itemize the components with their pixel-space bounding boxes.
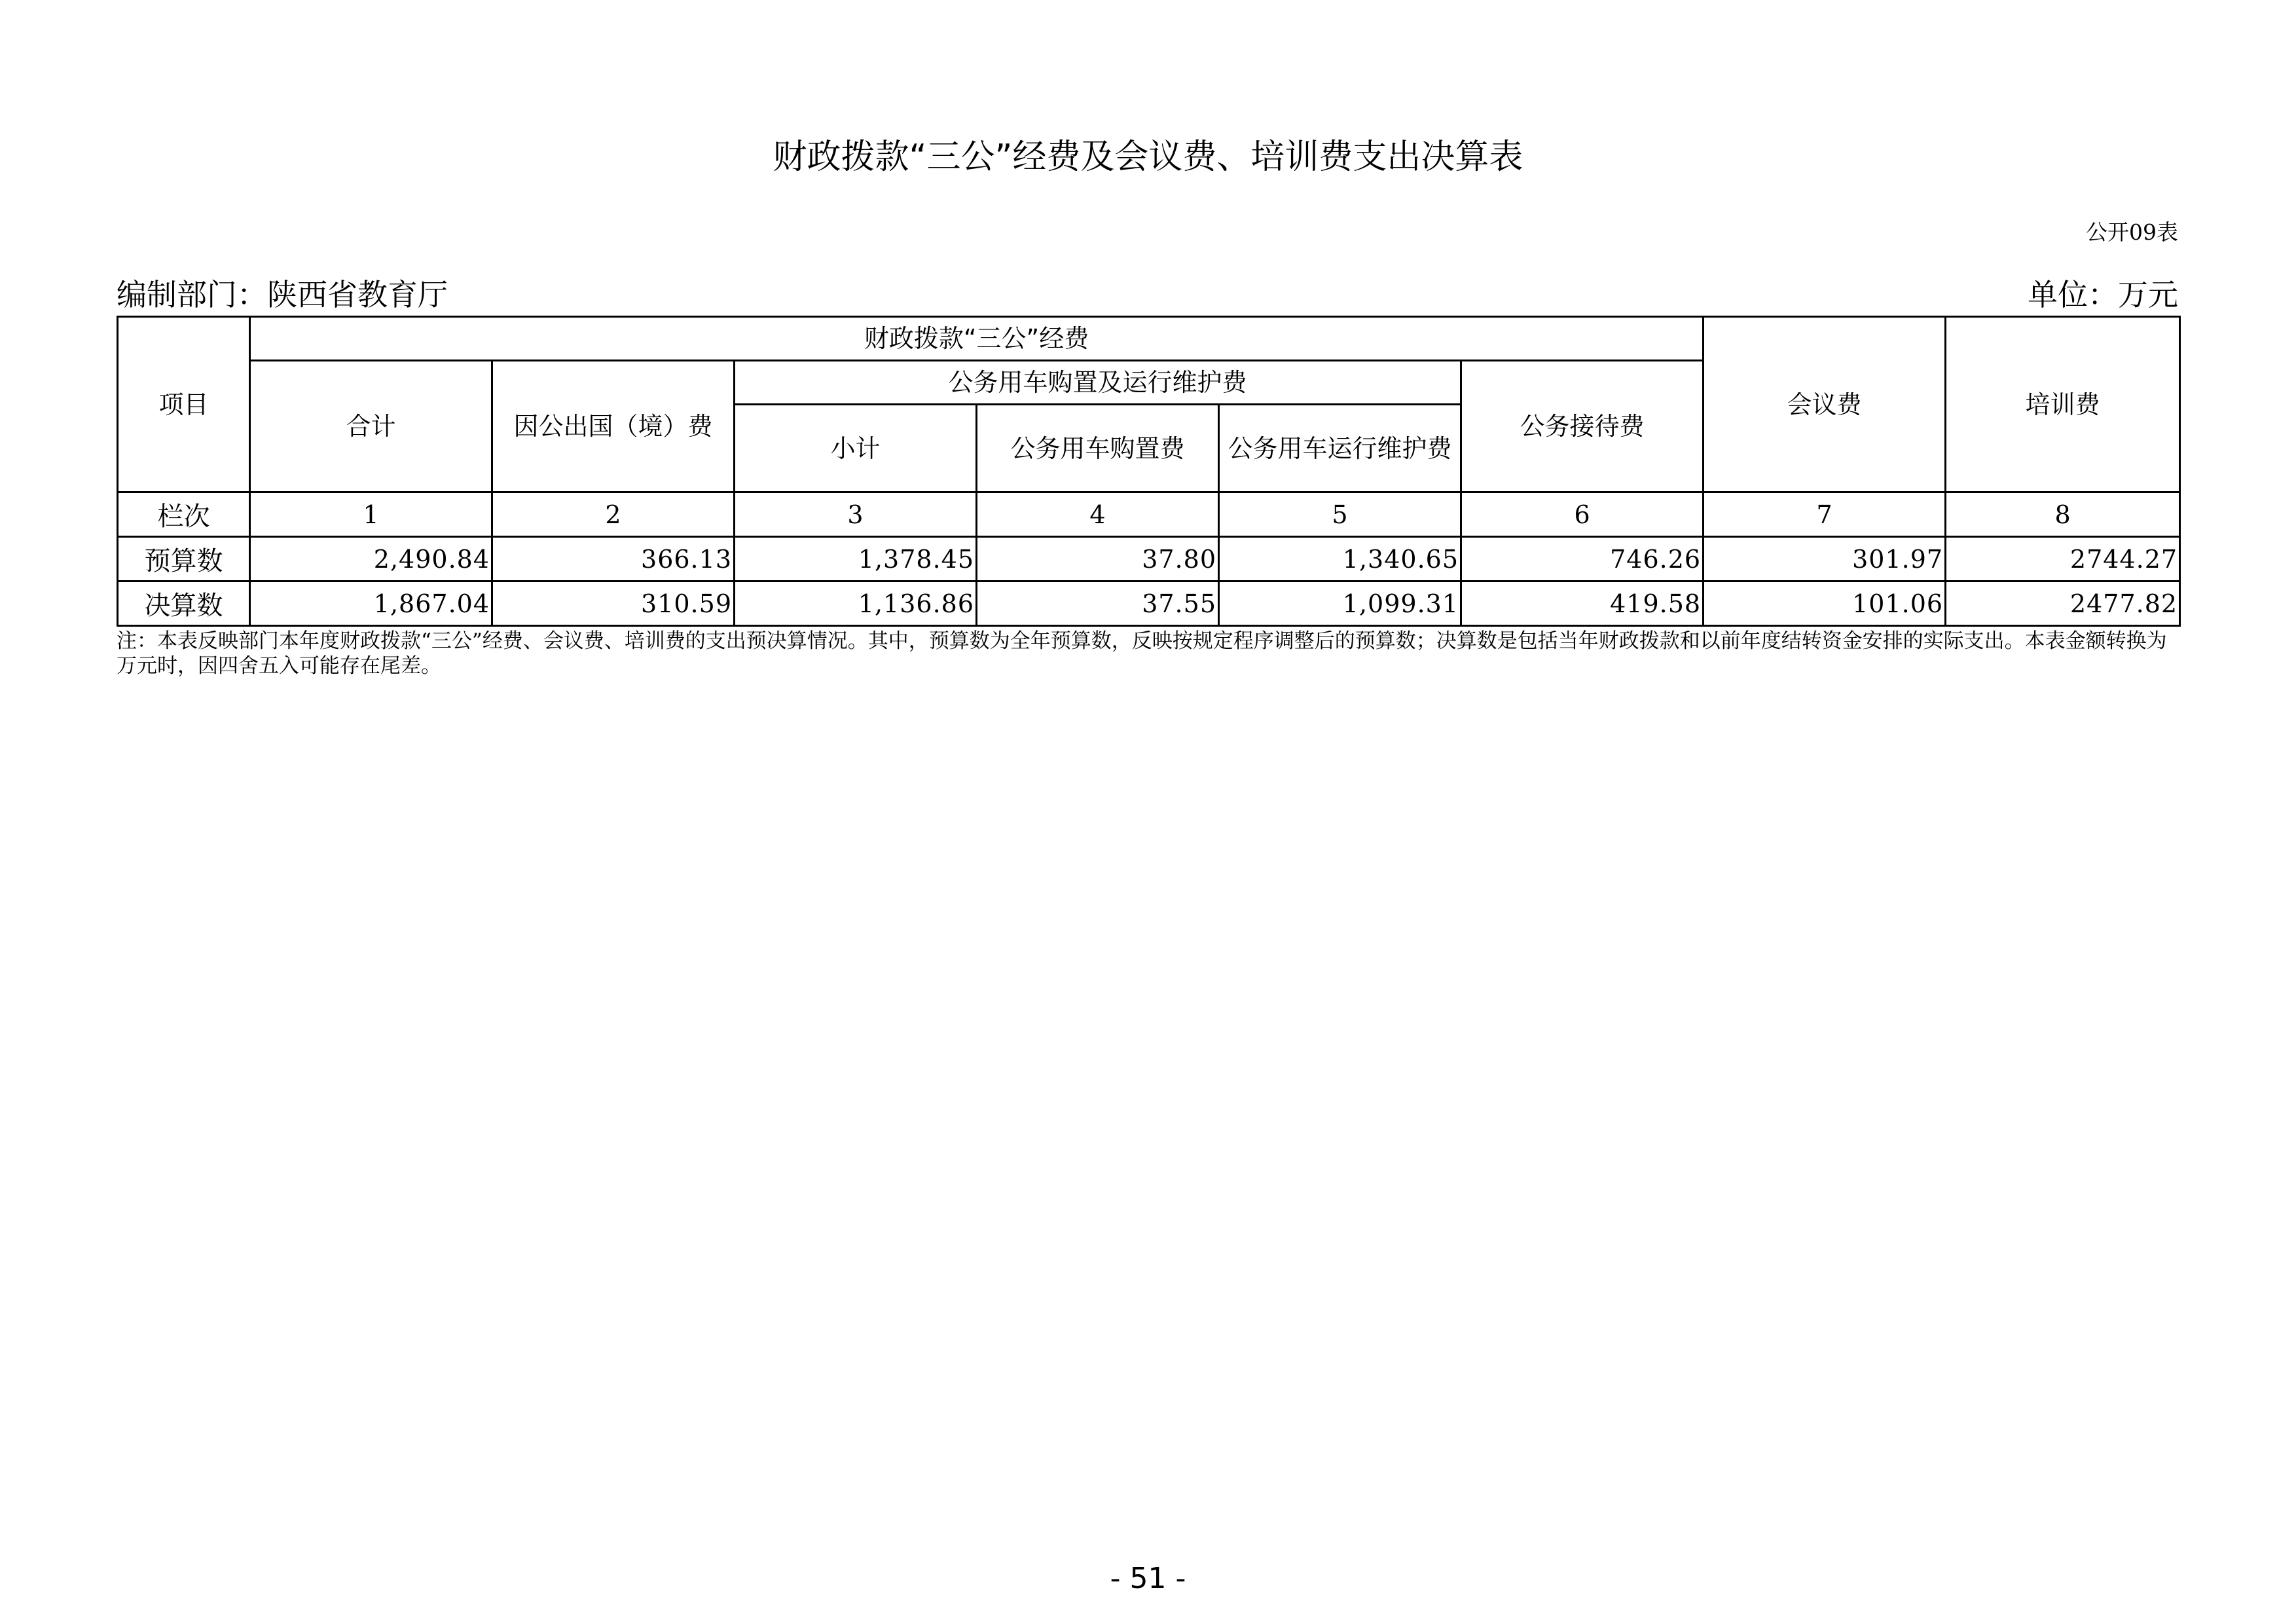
header-abroad-fee: 因公出国（境）费 <box>492 361 735 492</box>
table-cell: 301.97 <box>1704 537 1946 581</box>
header-three-public-funds: 财政拨款“三公”经费 <box>250 317 1704 361</box>
table-code: 公开09表 <box>2086 219 2178 245</box>
table-cell: 1,378.45 <box>735 537 977 581</box>
column-number: 1 <box>250 492 492 537</box>
header-subtotal: 小计 <box>735 405 977 492</box>
row-label: 预算数 <box>118 537 250 581</box>
table-cell: 2,490.84 <box>250 537 492 581</box>
table-cell: 2744.27 <box>1946 537 2180 581</box>
table-cell: 419.58 <box>1461 581 1704 626</box>
header-training-fee: 培训费 <box>1946 317 2180 492</box>
header-item: 项目 <box>118 317 250 492</box>
unit-label: 单位：万元 <box>2028 277 2178 312</box>
table-cell: 37.55 <box>977 581 1219 626</box>
table-row-final <box>118 581 2180 626</box>
table-cell: 1,099.31 <box>1219 581 1461 626</box>
footnote: 注：本表反映部门本年度财政拨款“三公”经费、会议费、培训费的支出预决算情况。其中，预算数为全年预算数，反映按规定程序调整后的预算数；决算数是包括当年财政拨款和以前年度结转资金安排的实际支出。本表金额转换为万元时，因四舍五入可能存在尾差。 <box>117 629 2167 678</box>
table-cell: 1,340.65 <box>1219 537 1461 581</box>
header-vehicle-purchase: 公务用车购置费 <box>977 405 1219 492</box>
column-number: 6 <box>1461 492 1704 537</box>
table-cell: 2477.82 <box>1946 581 2180 626</box>
column-number: 4 <box>977 492 1219 537</box>
table-cell: 37.80 <box>977 537 1219 581</box>
page-title: 财政拨款“三公”经费及会议费、培训费支出决算表 <box>773 138 1523 177</box>
header-reception-fee: 公务接待费 <box>1461 361 1704 492</box>
column-number: 7 <box>1704 492 1946 537</box>
column-number: 8 <box>1946 492 2180 537</box>
table-cell: 1,867.04 <box>250 581 492 626</box>
page-number: - 51 - <box>1110 1562 1186 1595</box>
table-cell: 746.26 <box>1461 537 1704 581</box>
row-label: 栏次 <box>118 492 250 537</box>
row-label: 决算数 <box>118 581 250 626</box>
table-cell: 101.06 <box>1704 581 1946 626</box>
column-number: 2 <box>492 492 735 537</box>
column-number: 5 <box>1219 492 1461 537</box>
header-meeting-fee: 会议费 <box>1704 317 1946 492</box>
column-number: 3 <box>735 492 977 537</box>
expenditure-table <box>117 316 2181 627</box>
table-cell: 366.13 <box>492 537 735 581</box>
header-vehicle-operation: 公务用车运行维护费 <box>1219 405 1461 492</box>
compiling-department: 编制部门：陕西省教育厅 <box>117 277 448 312</box>
table-row-budget <box>118 537 2180 581</box>
header-total: 合计 <box>250 361 492 492</box>
column-number-row <box>118 492 2180 537</box>
table-cell: 1,136.86 <box>735 581 977 626</box>
header-vehicle-fee: 公务用车购置及运行维护费 <box>735 361 1461 405</box>
table-cell: 310.59 <box>492 581 735 626</box>
